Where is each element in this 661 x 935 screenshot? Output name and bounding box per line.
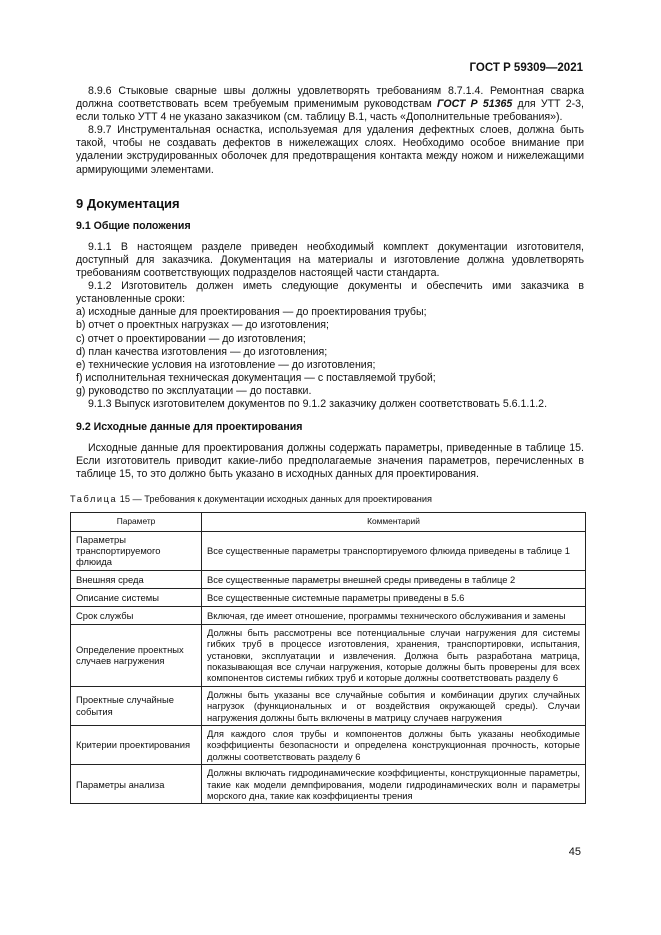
column-header-parameter: Параметр: [71, 512, 202, 531]
paragraph-9-1-3: 9.1.3 Выпуск изготовителем документов по 9.1.2 заказчику должен соответствовать 5.6.1.1.2.: [88, 397, 548, 410]
paragraph-8-9-6-part2: для УТТ 2-3, если только УТТ 4 не указано заказчиком (см. таблицу В.1, часть «Дополнительные требования»).: [76, 98, 584, 124]
table-row: [71, 686, 586, 725]
cell-parameter: Срок службы: [71, 606, 202, 624]
cell-comment: Все существенные параметры внешней среды приведены в таблице 2: [202, 570, 586, 588]
table-row: [71, 765, 586, 804]
paragraph-9-2: Исходные данные для проектирования должны содержать параметры, приведенные в таблице 15. Если изготовитель приводит какие-либо предполагаемые значения параметров, перечисленных в таблице 15, то это должно быть указано в исходных данных для проектирования.: [76, 442, 584, 481]
page-content: [70, 85, 584, 804]
cell-comment: Все существенные системные параметры приведены в 5.6: [202, 588, 586, 606]
paragraph-8-9-6-part1: 8.9.6 Стыковые сварные швы должны удовлетворять требованиям 8.7.1.4. Ремонтная сварка должна соответствовать всем требуемым применимым руководствам: [76, 85, 584, 111]
cell-comment: Должны включать гидродинамические коэффициенты, конструкционные параметры, такие как модели демпфирования, модели гидродинамических волн и параметры морского дна, такие как коэффициенты трения: [202, 765, 586, 804]
standard-reference-link: ГОСТ Р 51365: [437, 98, 513, 111]
documents-list: [76, 306, 584, 398]
table-row: [71, 570, 586, 588]
cell-parameter: Параметры анализа: [71, 765, 202, 804]
cell-parameter: Критерии проектирования: [71, 726, 202, 765]
cell-comment: Все существенные параметры транспортируемого флюида приведены в таблице 1: [202, 531, 586, 570]
list-item: c) отчет о проектировании — до изготовления;: [76, 332, 306, 345]
cell-comment: Должны быть указаны все случайные события и комбинации других случайных нагрузок (функциональных и от воздействия окружающей среды). Случаи нагружения должны быть включены в матрицу случаев нагружения: [202, 686, 586, 725]
cell-comment: Включая, где имеет отношение, программы технического обслуживания и замены: [202, 606, 586, 624]
table-caption: [70, 493, 584, 506]
table-row: [71, 531, 586, 570]
paragraph-9-1-1: 9.1.1 В настоящем разделе приведен необходимый комплект документации изготовителя, доступный для заказчика. Документация на материалы и изготовление должна удовлетворять требованиям соответствующих подразделов настоящей части стандарта.: [76, 240, 584, 280]
list-item: a) исходные данные для проектирования — до проектирования трубы;: [76, 306, 427, 319]
table-row: [71, 726, 586, 765]
paragraph-9-1-2: 9.1.2 Изготовитель должен иметь следующие документы и обеспечить ими заказчика в установленные сроки:: [76, 280, 584, 306]
cell-parameter: Внешняя среда: [71, 570, 202, 588]
page-number: 45: [568, 846, 581, 858]
paragraph-8-9-6: [76, 85, 584, 124]
subsection-9-2-title: 9.2 Исходные данные для проектирования: [76, 421, 303, 434]
table-caption-text: 15 — Требования к документации исходных данных для проектирования: [117, 494, 432, 505]
list-item: d) план качества изготовления — до изготовления;: [76, 345, 328, 358]
cell-comment: Должны быть рассмотрены все потенциальные случаи нагружения для системы гибких труб в процессе изготовления, хранения, транспортировки, испытания, установки, эксплуатации и извлечения. Должна быть разработана матрица, показывающая все случаи нагружения, которые должны быть проверены для всех компонентов системы гибких труб и которые должны соответствовать разделу 6: [202, 624, 586, 686]
paragraph-8-9-7: 8.9.7 Инструментальная оснастка, используемая для удаления дефектных слоев, должна быть такой, чтобы не создавать дефектов в нижележащих слоях. Необходимо особое внимание при удалении экструдированных оболочек для предотвращения контакта между ножом и нижележащими армирующими элементами.: [76, 124, 584, 176]
list-item: g) руководство по эксплуатации — до поставки.: [76, 384, 312, 397]
cell-parameter: Параметры транспортируемого флюида: [71, 531, 202, 570]
section-9-title: 9 Документация: [76, 195, 180, 211]
column-header-comment: Комментарий: [202, 512, 586, 531]
standard-header: ГОСТ Р 59309—2021: [469, 62, 583, 74]
subsection-9-1-title: 9.1 Общие положения: [76, 219, 191, 232]
table-caption-label: Таблица: [70, 494, 118, 505]
cell-parameter: Проектные случайные события: [71, 686, 202, 725]
table-row: [71, 588, 586, 606]
table-header-row: [71, 512, 586, 531]
cell-parameter: Описание системы: [71, 588, 202, 606]
cell-comment: Для каждого слоя трубы и компонентов должны быть указаны необходимые коэффициенты безопасности и определена конструкционная прочность, которые должны соответствовать разделу 6: [202, 726, 586, 765]
requirements-table: [70, 512, 586, 805]
list-item: b) отчет о проектных нагрузках — до изготовления;: [76, 319, 329, 332]
cell-parameter: Определение проектных случаев нагружения: [71, 624, 202, 686]
list-item: e) технические условия на изготовление — до изготовления;: [76, 358, 376, 371]
table-row: [71, 624, 586, 686]
list-item: f) исполнительная техническая документация — с поставляемой трубой;: [76, 371, 436, 384]
table-row: [71, 606, 586, 624]
